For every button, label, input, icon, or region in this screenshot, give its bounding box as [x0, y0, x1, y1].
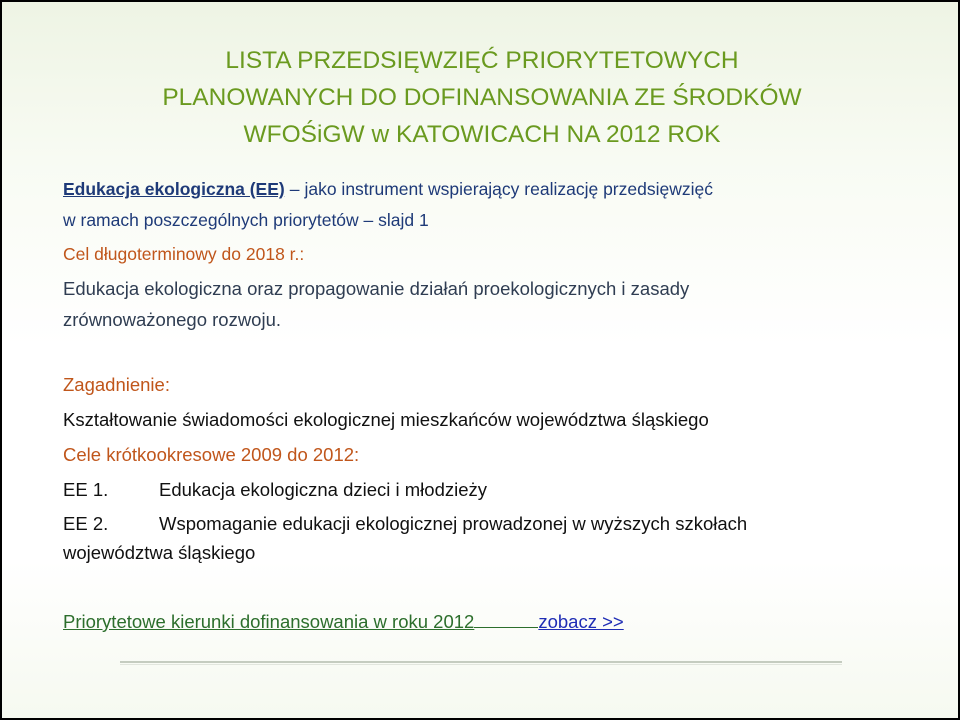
long-term-goal-label: Cel długoterminowy do 2018 r.:	[63, 244, 305, 264]
underline-spacer	[474, 610, 538, 628]
goal-item-ee1	[63, 479, 487, 501]
see-more-link[interactable]: zobacz >>	[538, 611, 624, 632]
long-term-goal-text-1: Edukacja ekologiczna oraz propagowanie działań proekologicznych i zasady	[63, 278, 690, 299]
subtitle-lead: Edukacja ekologiczna (EE)	[63, 179, 285, 199]
goal-text: Wspomaganie edukacji ekologicznej prowadzonej w wyższych szkołach	[159, 513, 748, 534]
goal-text: Edukacja ekologiczna dzieci i młodzieży	[159, 479, 488, 500]
goal-item-ee2	[63, 513, 747, 535]
issue-text: Kształtowanie świadomości ekologicznej mieszkańców województwa śląskiego	[63, 409, 709, 430]
goal-code: EE 2.	[63, 513, 109, 534]
subtitle-line-2: w ramach poszczególnych priorytetów – slajd 1	[63, 210, 429, 230]
issue-label: Zagadnienie:	[63, 374, 170, 395]
title-line-1: LISTA PRZEDSIĘWZIĘĆ PRIORYTETOWYCH	[225, 47, 739, 74]
goal-item-ee2-cont: województwa śląskiego	[63, 542, 256, 563]
title-line-3: WFOŚiGW w KATOWICACH NA 2012 ROK	[243, 121, 721, 148]
long-term-goal-text-2: zrównoważonego rozwoju.	[63, 309, 282, 330]
goal-code: EE 1.	[63, 479, 109, 500]
priorities-link[interactable]: Priorytetowe kierunki dofinansowania w roku 2012	[63, 611, 475, 632]
slide-title	[2, 42, 960, 153]
title-line-2: PLANOWANYCH DO DOFINANSOWANIA ZE ŚRODKÓW	[162, 84, 802, 111]
short-term-goals-label: Cele krótkookresowe 2009 do 2012:	[63, 444, 360, 465]
subtitle-line-1	[63, 179, 713, 200]
footer-links	[63, 610, 624, 633]
divider-shadow	[120, 664, 842, 665]
divider	[120, 661, 842, 663]
subtitle-rest: jako instrument wspierający realizację przedsięwzięć	[304, 179, 713, 199]
subtitle-dash: –	[289, 179, 300, 199]
